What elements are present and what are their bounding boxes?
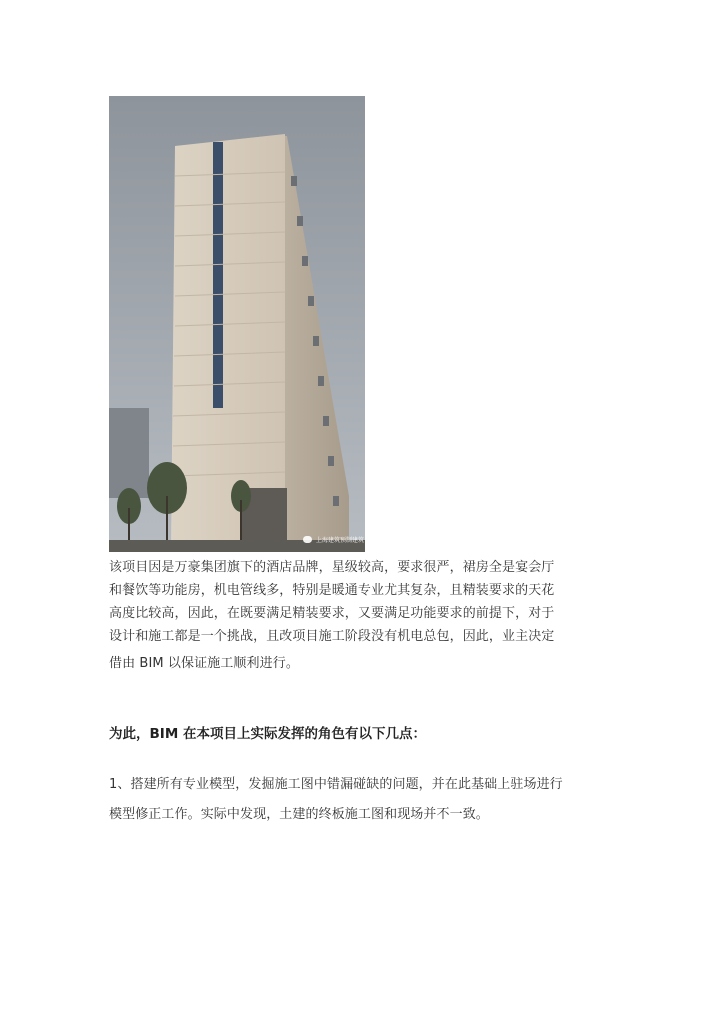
intro-line: 设计和施工都是一个挑战，且改项目施工阶段没有机电总包，因此，业主决定 — [109, 629, 555, 644]
section-heading: 为此，BIM 在本项目上实际发挥的角色有以下几点： — [109, 726, 426, 742]
intro-line: 和餐饮等功能房，机电管线多，特别是暖通专业尤其复杂，且精装要求的天花 — [109, 583, 555, 598]
building-photo — [109, 96, 365, 552]
wechat-icon — [303, 536, 312, 543]
building-illustration — [109, 96, 365, 552]
intro-line: 借由 BIM 以保证施工顺利进行。 — [109, 656, 299, 671]
intro-line: 高度比较高，因此，在既要满足精装要求，又要满足功能要求的前提下，对于 — [109, 606, 555, 621]
watermark-text: 上海建筑预制建筑 — [316, 537, 365, 544]
intro-line: 该项目因是万豪集团旗下的酒店品牌，星级较高，要求很严，裙房全是宴会厅 — [109, 560, 555, 575]
point-paragraph — [109, 770, 629, 830]
photo-watermark — [303, 535, 364, 544]
point-line: 模型修正工作。实际中发现，土建的终板施工图和现场并不一致。 — [109, 807, 489, 822]
intro-paragraph — [109, 556, 629, 675]
point-line: 1、搭建所有专业模型，发掘施工图中错漏碰缺的问题，并在此基础上驻场进行 — [109, 777, 563, 792]
